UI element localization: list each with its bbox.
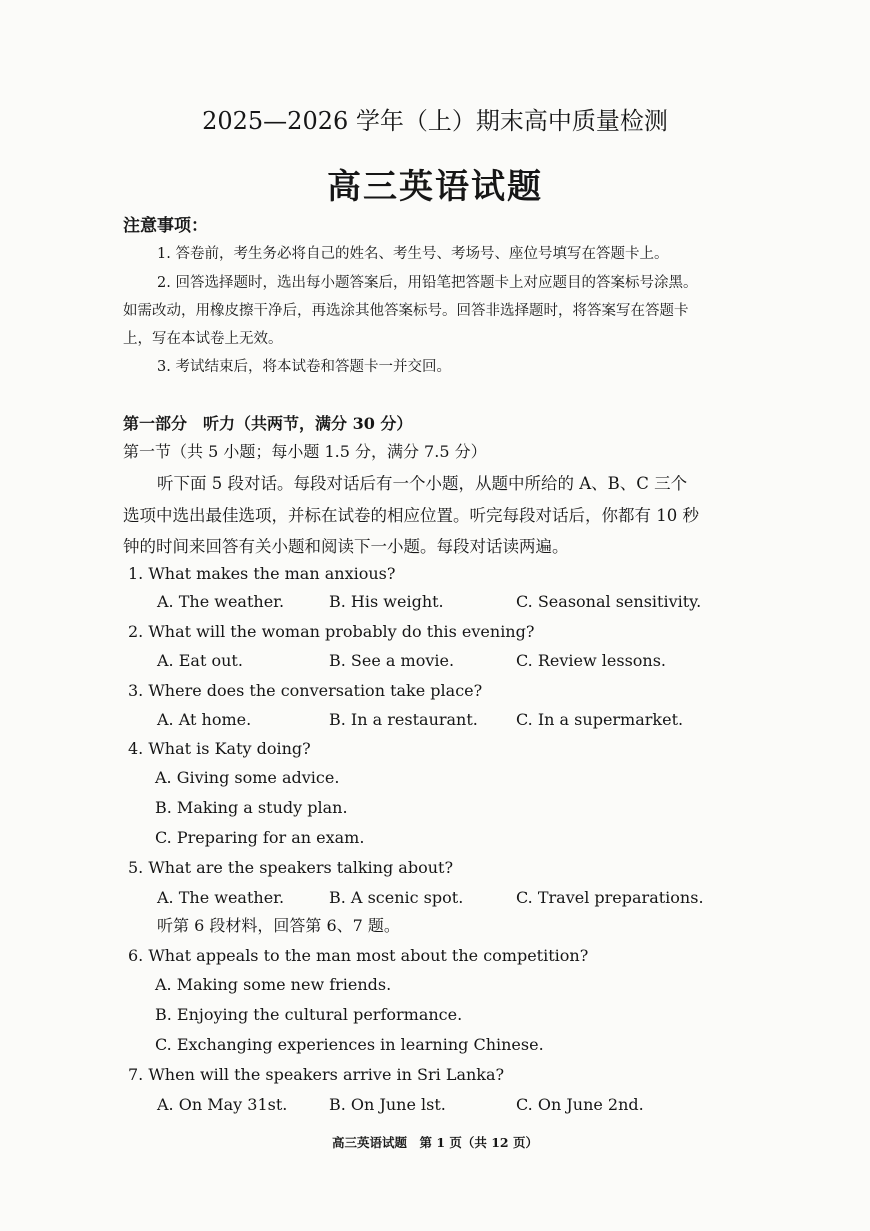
option: B. A scenic spot. [329, 888, 464, 907]
note-line: 1. 答卷前，考生务必将自己的姓名、考生号、考场号、座位号填写在答题卡上。 [157, 246, 669, 262]
option: B. On June lst. [329, 1095, 446, 1114]
instruction-line: 选项中选出最佳选项，并标在试卷的相应位置。听完每段对话后，你都有 10 秒 [123, 506, 699, 525]
note-line: 2. 回答选择题时，选出每小题答案后，用铅笔把答题卡上对应题目的答案标号涂黑。 [157, 275, 698, 291]
subsection-heading: 听第 6 段材料，回答第 6、7 题。 [157, 916, 400, 935]
option: B. See a movie. [329, 651, 455, 670]
page-footer: 高三英语试题 第 1 页（共 12 页） [331, 1135, 538, 1150]
option: A. At home. [157, 710, 252, 729]
instruction-line: 听下面 5 段对话。每段对话后有一个小题，从题中所给的 A、B、C 三个 [157, 474, 688, 493]
option: A. Giving some advice. [155, 768, 340, 787]
instruction-line: 钟的时间来回答有关小题和阅读下一小题。每段对话读两遍。 [123, 537, 569, 556]
exam-title: 高三英语试题 [327, 167, 543, 207]
option: A. The weather. [157, 592, 285, 611]
exam-year-heading: 2025—2026 学年（上）期末高中质量检测 [202, 107, 668, 135]
option: B. Making a study plan. [155, 798, 348, 817]
option: A. On May 31st. [157, 1095, 288, 1114]
note-line: 上，写在本试卷上无效。 [123, 331, 283, 347]
question-stem: 4. What is Katy doing? [128, 739, 311, 758]
note-line: 如需改动，用橡皮擦干净后，再选涂其他答案标号。回答非选择题时，将答案写在答题卡 [123, 303, 689, 319]
question-stem: 7. When will the speakers arrive in Sri Lanka? [128, 1065, 505, 1084]
note-line: 3. 考试结束后，将本试卷和答题卡一并交回。 [157, 359, 451, 375]
question-stem: 2. What will the woman probably do this evening? [128, 622, 535, 641]
option: B. His weight. [329, 592, 444, 611]
option: A. Eat out. [157, 651, 243, 670]
part-heading: 第一部分 听力（共两节，满分 30 分） [123, 414, 413, 433]
option: B. In a restaurant. [329, 710, 478, 729]
question-stem: 1. What makes the man anxious? [128, 564, 396, 583]
option: B. Enjoying the cultural performance. [155, 1005, 463, 1024]
notes-heading: 注意事项： [123, 216, 208, 236]
option: C. Seasonal sensitivity. [516, 592, 702, 611]
option: C. In a supermarket. [516, 710, 684, 729]
question-stem: 5. What are the speakers talking about? [128, 858, 454, 877]
section-heading: 第一节（共 5 小题；每小题 1.5 分，满分 7.5 分） [123, 442, 487, 461]
option: C. On June 2nd. [516, 1095, 644, 1114]
option: C. Exchanging experiences in learning Chinese. [155, 1035, 544, 1054]
option: A. The weather. [157, 888, 285, 907]
question-stem: 3. Where does the conversation take place? [128, 681, 483, 700]
question-stem: 6. What appeals to the man most about the competition? [128, 946, 589, 965]
option: A. Making some new friends. [155, 975, 392, 994]
option: C. Travel preparations. [516, 888, 704, 907]
option: C. Review lessons. [516, 651, 667, 670]
option: C. Preparing for an exam. [155, 828, 365, 847]
